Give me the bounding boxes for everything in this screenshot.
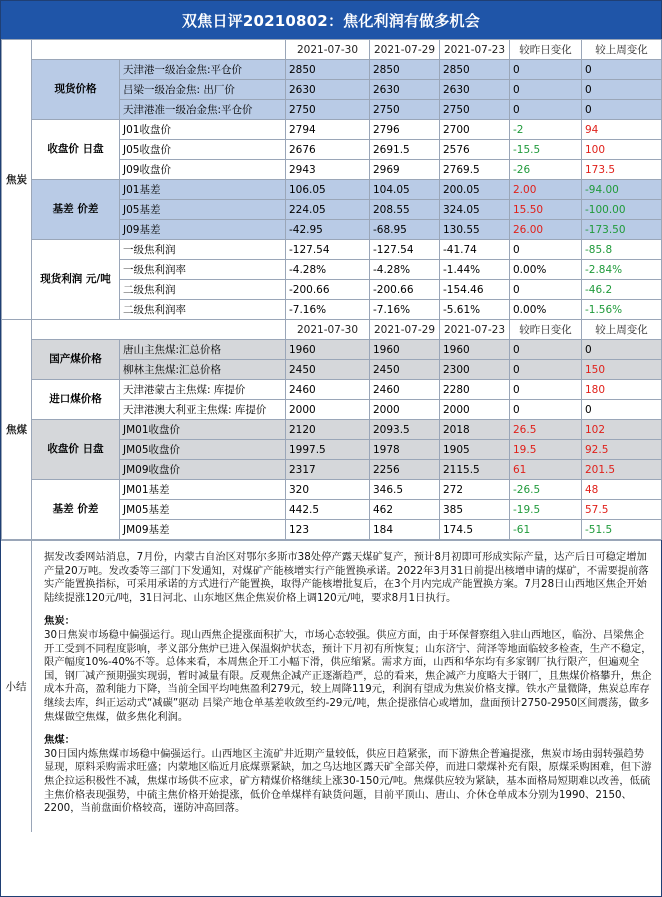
group-label: 收盘价 日盘 xyxy=(32,120,120,180)
value-cell: -26.5 xyxy=(510,480,582,500)
value-cell: 0 xyxy=(510,100,582,120)
group-label: 现货利润 元/吨 xyxy=(32,240,120,320)
value-cell: -100.00 xyxy=(582,200,662,220)
value-cell: 123 xyxy=(286,520,370,540)
value-cell: 2450 xyxy=(370,360,440,380)
value-cell: 184 xyxy=(370,520,440,540)
table-row xyxy=(2,180,662,200)
value-cell: 2450 xyxy=(286,360,370,380)
value-cell: 2018 xyxy=(440,420,510,440)
value-cell: -2.84% xyxy=(582,260,662,280)
value-cell: 2769.5 xyxy=(440,160,510,180)
table-row xyxy=(2,60,662,80)
value-cell: 442.5 xyxy=(286,500,370,520)
value-cell: -85.8 xyxy=(582,240,662,260)
value-cell: 320 xyxy=(286,480,370,500)
value-cell: -46.2 xyxy=(582,280,662,300)
value-cell: -51.5 xyxy=(582,520,662,540)
value-cell: 1960 xyxy=(286,340,370,360)
summary-body xyxy=(32,541,661,832)
value-cell: 1978 xyxy=(370,440,440,460)
coke-header-row xyxy=(2,40,662,60)
value-cell: 2000 xyxy=(370,400,440,420)
value-cell: 324.05 xyxy=(440,200,510,220)
table-row xyxy=(2,380,662,400)
row-label: JM09收盘价 xyxy=(120,460,286,480)
value-cell: 100 xyxy=(582,140,662,160)
value-cell: 2630 xyxy=(286,80,370,100)
value-cell: 462 xyxy=(370,500,440,520)
value-cell: 26.00 xyxy=(510,220,582,240)
value-cell: 15.50 xyxy=(510,200,582,220)
coke-summary-heading: 焦炭： xyxy=(44,615,75,628)
value-cell: 1960 xyxy=(370,340,440,360)
value-cell: -68.95 xyxy=(370,220,440,240)
column-header: 2021-07-23 xyxy=(440,40,510,60)
value-cell: -127.54 xyxy=(286,240,370,260)
row-label: 天津港一级冶金焦:平仓价 xyxy=(120,60,286,80)
group-label: 现货价格 xyxy=(32,60,120,120)
row-label: J05收盘价 xyxy=(120,140,286,160)
value-cell: 2256 xyxy=(370,460,440,480)
value-cell: 2750 xyxy=(286,100,370,120)
row-label: 一级焦利润 xyxy=(120,240,286,260)
value-cell: 2460 xyxy=(370,380,440,400)
value-cell: 208.55 xyxy=(370,200,440,220)
value-cell: 26.5 xyxy=(510,420,582,440)
value-cell: 130.55 xyxy=(440,220,510,240)
value-cell: 180 xyxy=(582,380,662,400)
value-cell: 2300 xyxy=(440,360,510,380)
value-cell: 2794 xyxy=(286,120,370,140)
value-cell: 57.5 xyxy=(582,500,662,520)
row-label: 天津港蒙古主焦煤: 库提价 xyxy=(120,380,286,400)
coke-category-cell: 焦炭 xyxy=(2,40,32,320)
report-title: 双焦日评20210802：焦化利润有做多机会 xyxy=(1,1,661,39)
row-label: 天津港准一级冶金焦:平仓价 xyxy=(120,100,286,120)
value-cell: 2969 xyxy=(370,160,440,180)
value-cell: -42.95 xyxy=(286,220,370,240)
coal-header-row xyxy=(2,320,662,340)
row-label: 天津港澳大利亚主焦煤: 库提价 xyxy=(120,400,286,420)
column-header: 2021-07-23 xyxy=(440,320,510,340)
row-label: 二级焦利润 xyxy=(120,280,286,300)
summary-label: 小结 xyxy=(1,541,32,832)
value-cell: 2317 xyxy=(286,460,370,480)
value-cell: 2576 xyxy=(440,140,510,160)
column-header: 较上周变化 xyxy=(582,40,662,60)
value-cell: 201.5 xyxy=(582,460,662,480)
value-cell: 1997.5 xyxy=(286,440,370,460)
value-cell: 0.00% xyxy=(510,300,582,320)
row-label: 唐山主焦煤:汇总价格 xyxy=(120,340,286,360)
column-header: 较昨日变化 xyxy=(510,40,582,60)
summary-intro: 据发改委网站消息，7月份，内蒙古自治区对鄂尔多斯市38处停产露天煤矿复产，预计8月初即可形成实际产量，达产后日可稳定增加产量20万吨。发改委等三部门下发通知，对煤矿产能核增实行产能置换承诺。2022年3月31日前提出核增申请的煤矿，不需要提前落实产能置换指标，可采用承诺的方式进行产能置换，取得产能核增批复后，在3个月内完成产能置换方案。7月28日山西地区焦企开始陆续提涨120元/吨，31日河北、山东地区焦企焦炭价格上调120元/吨，要求8月1日执行。 xyxy=(44,551,649,604)
value-cell: 0 xyxy=(510,360,582,380)
coal-category-cell: 焦煤 xyxy=(2,320,32,540)
value-cell: 2943 xyxy=(286,160,370,180)
summary-section xyxy=(1,540,661,832)
column-header: 2021-07-30 xyxy=(286,40,370,60)
value-cell: -4.28% xyxy=(286,260,370,280)
column-header: 较上周变化 xyxy=(582,320,662,340)
table-row xyxy=(2,340,662,360)
group-label: 基差 价差 xyxy=(32,180,120,240)
value-cell: 2700 xyxy=(440,120,510,140)
column-header: 2021-07-30 xyxy=(286,320,370,340)
value-cell: 2000 xyxy=(440,400,510,420)
value-cell: -7.16% xyxy=(286,300,370,320)
row-label: JM09基差 xyxy=(120,520,286,540)
value-cell: -94.00 xyxy=(582,180,662,200)
value-cell: 2630 xyxy=(370,80,440,100)
table-row xyxy=(2,480,662,500)
header-blank xyxy=(32,320,286,340)
value-cell: -1.44% xyxy=(440,260,510,280)
value-cell: 0 xyxy=(510,80,582,100)
value-cell: 0 xyxy=(582,80,662,100)
value-cell: -19.5 xyxy=(510,500,582,520)
row-label: J05基差 xyxy=(120,200,286,220)
row-label: JM05收盘价 xyxy=(120,440,286,460)
value-cell: -4.28% xyxy=(370,260,440,280)
value-cell: 0 xyxy=(582,100,662,120)
group-label: 国产煤价格 xyxy=(32,340,120,380)
coal-summary-heading: 焦煤： xyxy=(44,734,75,747)
row-label: J01收盘价 xyxy=(120,120,286,140)
value-cell: 272 xyxy=(440,480,510,500)
value-cell: 2280 xyxy=(440,380,510,400)
value-cell: 0 xyxy=(510,280,582,300)
value-cell: 0 xyxy=(510,400,582,420)
value-cell: 2.00 xyxy=(510,180,582,200)
value-cell: 2750 xyxy=(370,100,440,120)
value-cell: -154.46 xyxy=(440,280,510,300)
row-label: J09基差 xyxy=(120,220,286,240)
row-label: 柳林主焦煤:汇总价格 xyxy=(120,360,286,380)
value-cell: 2000 xyxy=(286,400,370,420)
value-cell: -173.50 xyxy=(582,220,662,240)
column-header: 较昨日变化 xyxy=(510,320,582,340)
value-cell: 224.05 xyxy=(286,200,370,220)
value-cell: 0 xyxy=(582,60,662,80)
value-cell: 2093.5 xyxy=(370,420,440,440)
value-cell: 106.05 xyxy=(286,180,370,200)
value-cell: -7.16% xyxy=(370,300,440,320)
row-label: JM05基差 xyxy=(120,500,286,520)
row-label: J09收盘价 xyxy=(120,160,286,180)
value-cell: -127.54 xyxy=(370,240,440,260)
value-cell: 0 xyxy=(510,60,582,80)
value-cell: 2850 xyxy=(370,60,440,80)
value-cell: 2850 xyxy=(286,60,370,80)
value-cell: 0 xyxy=(510,380,582,400)
value-cell: -61 xyxy=(510,520,582,540)
group-label: 收盘价 日盘 xyxy=(32,420,120,480)
row-label: 一级焦利润率 xyxy=(120,260,286,280)
value-cell: 346.5 xyxy=(370,480,440,500)
column-header: 2021-07-29 xyxy=(370,40,440,60)
value-cell: -5.61% xyxy=(440,300,510,320)
price-table xyxy=(1,39,662,540)
table-row xyxy=(2,420,662,440)
value-cell: 94 xyxy=(582,120,662,140)
value-cell: 174.5 xyxy=(440,520,510,540)
value-cell: 173.5 xyxy=(582,160,662,180)
value-cell: 92.5 xyxy=(582,440,662,460)
value-cell: 0 xyxy=(582,340,662,360)
column-header: 2021-07-29 xyxy=(370,320,440,340)
row-label: 吕梁一级冶金焦: 出厂价 xyxy=(120,80,286,100)
value-cell: 2460 xyxy=(286,380,370,400)
value-cell: 200.05 xyxy=(440,180,510,200)
header-blank xyxy=(32,40,286,60)
value-cell: -2 xyxy=(510,120,582,140)
coke-summary-text: 30日焦炭市场稳中偏强运行。现山西焦企提涨面积扩大，市场心态较强。供应方面，由于环保督察组入驻山西地区，临汾、吕梁焦企开工受到不同程度影响，孝义部分焦炉已进入保温焖炉状态，预计下月初有所恢复；山东济宁、菏泽等地面临较多检查，生产不稳定，限产幅度10%-40%不等。总体来看，本周焦企开工小幅下滑，供应缩紧。需求方面，山西和华东均有多家钢厂执行限产，但遍观全国，钢厂减产预期强实现弱，暂时减量有限。反观焦企减产正逐渐趋严，总的看来，焦企减产力度略大于钢厂，且焦煤价格攀升，焦企成本升高，盈利能力下降，当前全国平均吨焦盈利279元，较上周降119元，利润有望成为焦炭价格支撑。铁水产量微降，焦炭总库存继续去库，纠正运动式“减碳”驱动 吕梁产地仓单基差收敛至约-29元/吨，焦企提涨信心或增加，盘面预计2750-2950区间震荡，做多焦煤做空焦煤，做多焦化利润。 xyxy=(44,628,652,723)
value-cell: 1905 xyxy=(440,440,510,460)
table-row xyxy=(2,240,662,260)
value-cell: -41.74 xyxy=(440,240,510,260)
value-cell: 2691.5 xyxy=(370,140,440,160)
value-cell: -200.66 xyxy=(370,280,440,300)
value-cell: -1.56% xyxy=(582,300,662,320)
value-cell: 385 xyxy=(440,500,510,520)
value-cell: 48 xyxy=(582,480,662,500)
value-cell: 102 xyxy=(582,420,662,440)
coal-summary-text: 30日国内炼焦煤市场稳中偏强运行。山西地区主流矿井近期产量较低，供应日趋紧张，而下游焦企普遍提涨，焦炭市场由弱转强趋势显现，原料采购需求旺盛；内蒙地区临近月底煤票紧缺，加之乌达地区露天矿全部关停，而进口蒙煤补充有限，原煤采购困难，但下游焦企拉运积极性不减，焦煤市场供不应求，矿方精煤价格继续上涨30-150元/吨。焦煤供应较为紧缺，基本面格局短期难以改善，低硫主焦价格表现强势，中硫主焦价格开始提涨，低价仓单煤样有缺货问题，目前平顶山、唐山、介休仓单成本分别为1990、2150、2200，当前盘面价格较高，谨防冲高回落。 xyxy=(44,747,652,815)
row-label: J01基差 xyxy=(120,180,286,200)
value-cell: 2676 xyxy=(286,140,370,160)
value-cell: -26 xyxy=(510,160,582,180)
value-cell: 2120 xyxy=(286,420,370,440)
value-cell: 2630 xyxy=(440,80,510,100)
table-row xyxy=(2,120,662,140)
value-cell: -200.66 xyxy=(286,280,370,300)
row-label: JM01收盘价 xyxy=(120,420,286,440)
group-label: 进口煤价格 xyxy=(32,380,120,420)
value-cell: 61 xyxy=(510,460,582,480)
value-cell: 0 xyxy=(510,240,582,260)
value-cell: 0 xyxy=(582,400,662,420)
group-label: 基差 价差 xyxy=(32,480,120,540)
value-cell: 2796 xyxy=(370,120,440,140)
value-cell: 2115.5 xyxy=(440,460,510,480)
row-label: 二级焦利润率 xyxy=(120,300,286,320)
value-cell: 104.05 xyxy=(370,180,440,200)
value-cell: 1960 xyxy=(440,340,510,360)
value-cell: 0 xyxy=(510,340,582,360)
value-cell: 2850 xyxy=(440,60,510,80)
row-label: JM01基差 xyxy=(120,480,286,500)
value-cell: 19.5 xyxy=(510,440,582,460)
value-cell: 0.00% xyxy=(510,260,582,280)
value-cell: 2750 xyxy=(440,100,510,120)
value-cell: -15.5 xyxy=(510,140,582,160)
value-cell: 150 xyxy=(582,360,662,380)
